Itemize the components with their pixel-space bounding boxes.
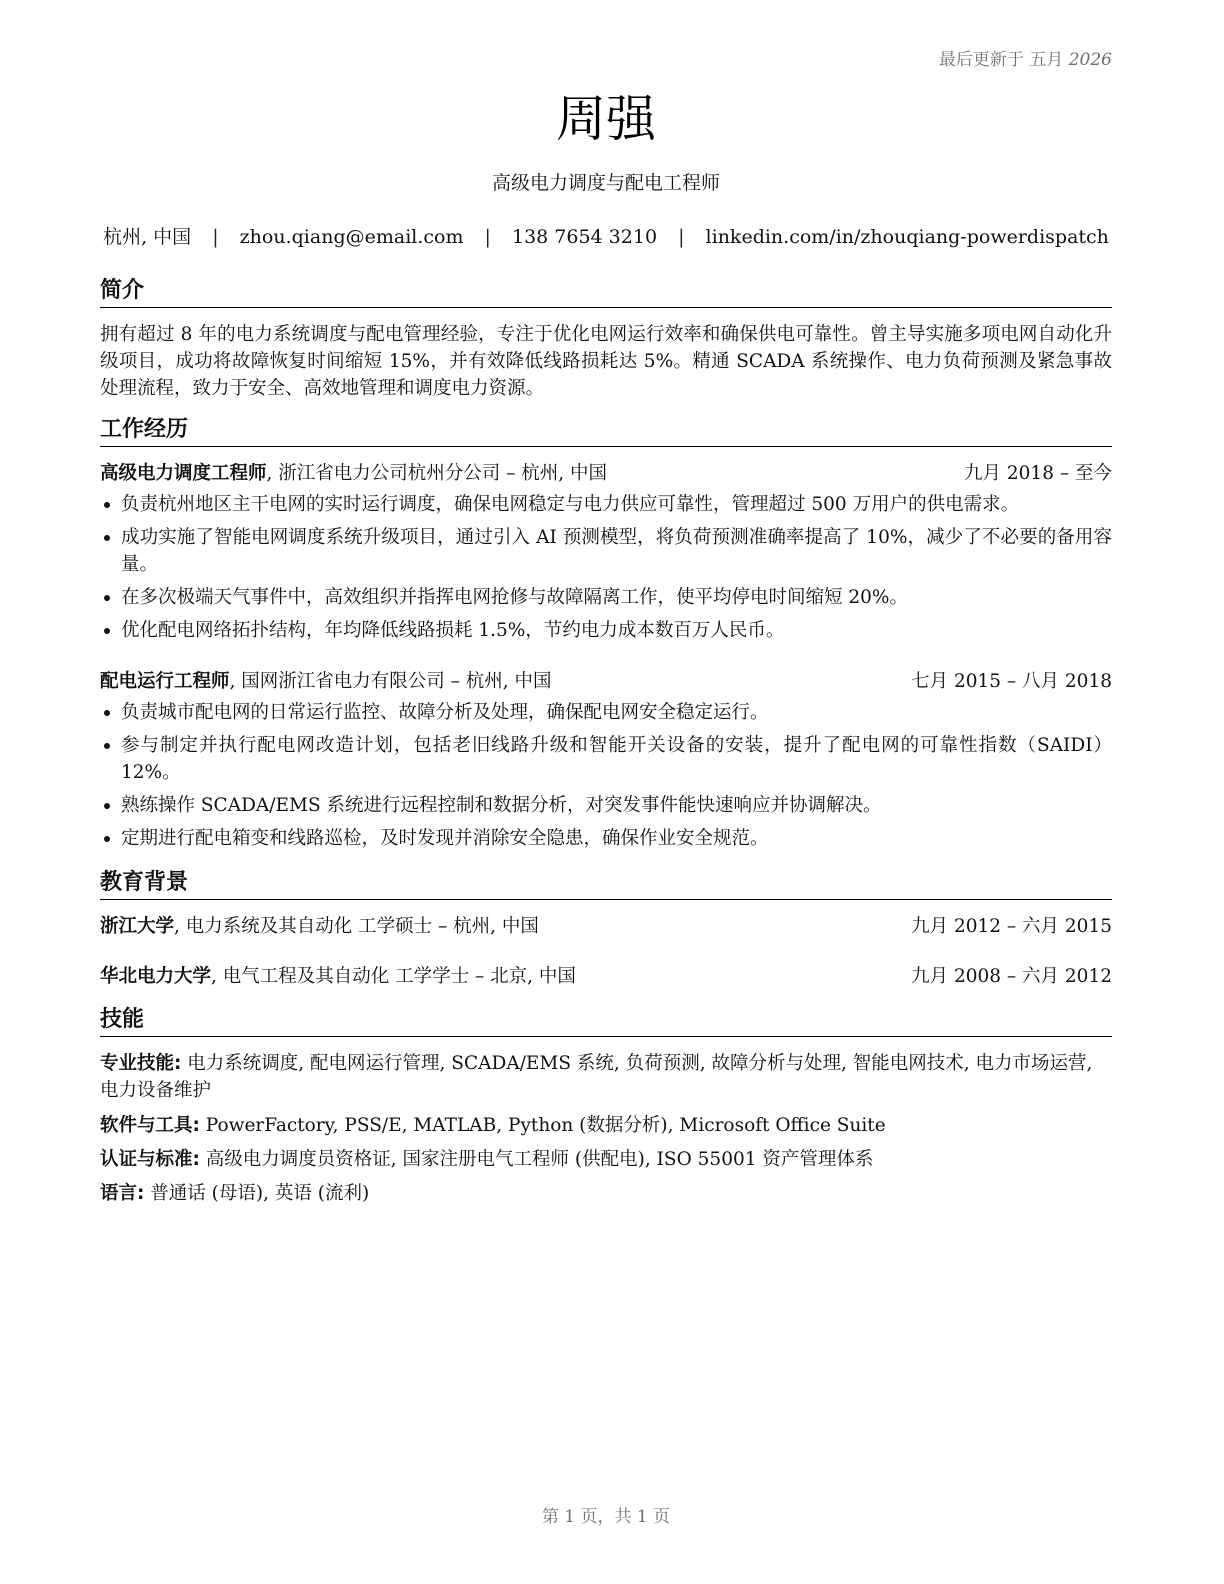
section-title-skills: 技能 <box>100 1005 1112 1037</box>
job-title-line <box>100 461 607 487</box>
job-bullets <box>100 699 1112 858</box>
skill-key: 软件与工具: <box>100 1115 200 1136</box>
job-role: 配电运行工程师 <box>100 671 230 692</box>
education-detail: , 电气工程及其自动化 工学学士 – 北京, 中国 <box>211 966 576 987</box>
skill-row <box>100 1180 1112 1207</box>
job-org: , 浙江省电力公司杭州分公司 – 杭州, 中国 <box>266 463 608 484</box>
education-school: 华北电力大学 <box>100 966 212 987</box>
job-bullets <box>100 491 1112 650</box>
skill-key: 专业技能: <box>100 1053 182 1074</box>
contact-separator: | <box>212 226 219 248</box>
contact-separator: | <box>484 226 491 248</box>
last-updated-year: 2026 <box>1068 50 1112 70</box>
skill-row <box>100 1146 1112 1173</box>
job-bullet: 负责城市配电网的日常运行监控、故障分析及处理，确保配电网安全稳定运行。 <box>100 699 1112 726</box>
resume-page <box>100 0 1112 1584</box>
skill-value: 普通话 (母语), 英语 (流利) <box>144 1183 370 1204</box>
section-title-summary: 简介 <box>100 276 1112 308</box>
education-dates: 九月 2008 – 六月 2012 <box>911 966 1112 987</box>
section-title-experience: 工作经历 <box>100 415 1112 447</box>
contact-linkedin[interactable]: linkedin.com/in/zhouqiang-powerdispatch <box>705 226 1109 248</box>
job-bullet: 定期进行配电箱变和线路巡检，及时发现并消除安全隐患，确保作业安全规范。 <box>100 825 1112 852</box>
skill-key: 语言: <box>100 1183 145 1204</box>
summary-text: 拥有超过 8 年的电力系统调度与配电管理经验，专注于优化电网运行效率和确保供电可靠性。曾主导实施多项电网自动化升级项目，成功将故障恢复时间缩短 15%，并有效降低线路损耗达 5%。精通 SCADA 系统操作、电力负荷预测及紧急事故处理流程，致力于安全、高效地管理和调度电力资源。 <box>100 324 1112 399</box>
job-bullet: 负责杭州地区主干电网的实时运行调度，确保电网稳定与电力供应可靠性，管理超过 500 万用户的供电需求。 <box>100 491 1112 518</box>
contact-location: 杭州, 中国 <box>103 226 192 248</box>
education-entry <box>100 964 1112 990</box>
last-updated <box>939 45 1112 70</box>
job-dates: 七月 2015 – 八月 2018 <box>911 671 1112 692</box>
job-bullet: 参与制定并执行配电网改造计划，包括老旧线路升级和智能开关设备的安装，提升了配电网的可靠性指数（SAIDI）12%。 <box>100 732 1112 786</box>
job-bullet: 在多次极端天气事件中，高效组织并指挥电网抢修与故障隔离工作，使平均停电时间缩短 20%。 <box>100 584 1112 611</box>
last-updated-label: 最后更新于 五月 <box>938 50 1064 70</box>
skill-value: 高级电力调度员资格证, 国家注册电气工程师 (供配电), ISO 55001 资产管理体系 <box>199 1149 874 1170</box>
job-bullet: 熟练操作 SCADA/EMS 系统进行远程控制和数据分析，对突发事件能快速响应并协调解决。 <box>100 792 1112 819</box>
contact-line <box>100 224 1112 250</box>
skill-value: 电力系统调度, 配电网运行管理, SCADA/EMS 系统, 负荷预测, 故障分析与处理, 智能电网技术, 电力市场运营, 电力设备维护 <box>100 1053 1093 1101</box>
skill-row <box>100 1112 1112 1139</box>
job-title-line <box>100 669 552 695</box>
education-line <box>100 964 576 990</box>
skill-key: 认证与标准: <box>100 1149 200 1170</box>
job-dates: 九月 2018 – 至今 <box>964 463 1112 484</box>
section-title-education: 教育背景 <box>100 868 1112 900</box>
candidate-headline: 高级电力调度与配电工程师 <box>491 172 720 194</box>
job-header <box>100 461 1112 487</box>
job-header <box>100 669 1112 695</box>
page-number: 第 1 页，共 1 页 <box>541 1507 671 1527</box>
education-dates: 九月 2012 – 六月 2015 <box>911 916 1112 937</box>
contact-email[interactable]: zhou.qiang@email.com <box>239 226 464 248</box>
education-detail: , 电力系统及其自动化 工学硕士 – 杭州, 中国 <box>174 916 539 937</box>
contact-phone: 138 7654 3210 <box>511 226 658 248</box>
skill-row <box>100 1050 1112 1104</box>
job-bullet: 优化配电网络拓扑结构，年均降低线路损耗 1.5%，节约电力成本数百万人民币。 <box>100 617 1112 644</box>
contact-separator: | <box>678 226 685 248</box>
education-line <box>100 914 539 940</box>
candidate-name: 周强 <box>556 90 656 148</box>
education-entry <box>100 914 1112 940</box>
skill-value: PowerFactory, PSS/E, MATLAB, Python (数据分析), Microsoft Office Suite <box>199 1115 886 1136</box>
education-school: 浙江大学 <box>100 916 175 937</box>
job-org: , 国网浙江省电力有限公司 – 杭州, 中国 <box>229 671 552 692</box>
job-bullet: 成功实施了智能电网调度系统升级项目，通过引入 AI 预测模型，将负荷预测准确率提高了 10%，减少了不必要的备用容量。 <box>100 524 1112 578</box>
job-role: 高级电力调度工程师 <box>100 463 267 484</box>
